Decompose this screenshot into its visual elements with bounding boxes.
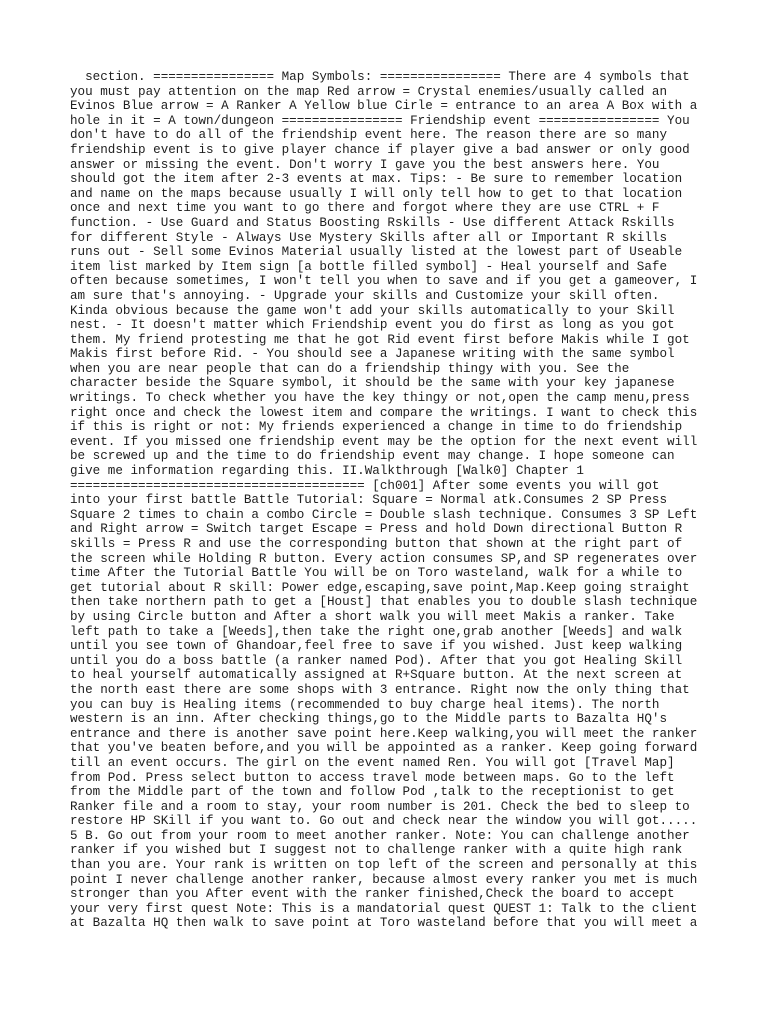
text-line: should got the item after 2-3 events at max. Tips: - Be sure to remember location (70, 172, 683, 187)
document-page (70, 70, 700, 931)
text-line: and name on the maps because usually I will only tell how to get to that location (70, 186, 683, 201)
text-line: until you see town of Ghandoar,feel free to save if you wished. Just keep walking (70, 639, 683, 654)
text-line: the north east there are some shops with 3 entrance. Right now the only thing that (70, 682, 690, 697)
text-line: than you are. Your rank is written on top left of the screen and personally at this (70, 858, 698, 873)
text-line: hole in it = A town/dungeon ================ Friendship event ================ You (70, 113, 690, 128)
text-line: by using Circle button and After a short walk you will meet Makis a ranker. Take (70, 609, 675, 624)
text-line: function. - Use Guard and Status Boosting Rskills - Use different Attack Rskills (70, 215, 675, 230)
text-line: answer or missing the event. Don't worry I gave you the best answers here. You (70, 157, 660, 172)
text-line: for different Style - Always Use Mystery Skills after all or Important R skills (70, 230, 668, 245)
text-line: until you do a boss battle (a ranker named Pod). After that you got Healing Skill (70, 653, 683, 668)
text-line: till an event occurs. The girl on the event named Ren. You will got [Travel Map] (70, 755, 675, 770)
text-line: event. If you missed one friendship event may be the option for the next event will (70, 434, 698, 449)
text-line: entrance and there is another save point here.Keep walking,you will meet the ranker (70, 726, 698, 741)
text-line: restore HP SKill if you want to. Go out and check near the window you will got..... (70, 814, 698, 829)
text-line: ======================================= [ch001] After some events you will got (70, 478, 660, 493)
text-line: from Pod. Press select button to access travel mode between maps. Go to the left (70, 770, 675, 785)
text-line: that you've beaten before,and you will be appointed as a ranker. Keep going forward (70, 741, 698, 756)
text-line: am sure that's annoying. - Upgrade your skills and Customize your skill often. (70, 288, 660, 303)
text-line: ranker if you wished but I suggest not to challenge ranker with a quite high rank (70, 843, 683, 858)
text-line: you can buy is Healing items (recommended to buy charge heal items). The north (70, 697, 660, 712)
text-line: once and next time you want to go there and forgot where they are use CTRL + F (70, 201, 660, 216)
text-line: from the Middle part of the town and follow Pod ,talk to the receptionist to get (70, 785, 675, 800)
text-line: often because sometimes, I won't tell you when to save and if you get a gameover, I (70, 274, 698, 289)
text-line: Evinos Blue arrow = A Ranker A Yellow blue Cirle = entrance to an area A Box with a (70, 99, 698, 114)
text-line: nest. - It doesn't matter which Friendship event you do first as long as you got (70, 318, 675, 333)
text-line: into your first battle Battle Tutorial: Square = Normal atk.Consumes 2 SP Press (70, 493, 668, 508)
text-line: friendship event is to give player chance if player give a bad answer or only good (70, 142, 690, 157)
text-line: Ranker file and a room to stay, your room number is 201. Check the bed to sleep to (70, 799, 690, 814)
text-line: your very first quest Note: This is a mandatorial quest QUEST 1: Talk to the client (70, 901, 698, 916)
text-line: at Bazalta HQ then walk to save point at Toro wasteland before that you will meet a (70, 916, 698, 931)
text-line: western is an inn. After checking things,go to the Middle parts to Bazalta HQ's (70, 712, 668, 727)
text-line: writings. To check whether you have the key thingy or not,open the camp menu,press (70, 391, 690, 406)
text-line: don't have to do all of the friendship event here. The reason there are so many (70, 128, 668, 143)
text-line: right once and check the lowest item and compare the writings. I want to check this (70, 405, 698, 420)
text-line: stronger than you After event with the ranker finished,Check the board to accept (70, 887, 675, 902)
text-line: Makis first before Rid. - You should see a Japanese writing with the same symbol (70, 347, 675, 362)
walkthrough-text-body (70, 70, 700, 931)
text-line: character beside the Square symbol, it should be the same with your key japanese (70, 376, 675, 391)
text-line: Square 2 times to chain a combo Circle = Double slash technique. Consumes 3 SP Left (70, 507, 698, 522)
text-line: when you are near people that can do a friendship thingy with you. See the (70, 361, 630, 376)
text-line: the screen while Holding R button. Every action consumes SP,and SP regenerates over (70, 551, 698, 566)
text-line: skills = Press R and use the corresponding button that shown at the right part of (70, 537, 683, 551)
text-line: runs out - Sell some Evinos Material usually listed at the lowest part of Useable (70, 245, 683, 260)
text-line: and Right arrow = Switch target Escape = Press and hold Down directional Button R (70, 522, 683, 537)
text-line: be screwed up and the time to do friendship event may change. I hope someone can (70, 449, 675, 464)
text-line: give me information regarding this. II.Walkthrough [Walk0] Chapter 1 (70, 464, 584, 479)
text-line: 5 B. Go out from your room to meet another ranker. Note: You can challenge another (70, 828, 690, 843)
text-line: left path to take a [Weeds],then take the right one,grab another [Weeds] and walk (70, 624, 683, 639)
text-line: section. ================ Map Symbols: ================ There are 4 symbols that (70, 70, 690, 84)
text-line: to heal yourself automatically assigned at R+Square button. At the next screen at (70, 668, 683, 683)
text-line: if this is right or not: My friends experienced a change in time to do friendship (70, 420, 683, 435)
text-line: Kinda obvious because the game won't add your skills automatically to your Skill (70, 303, 675, 318)
text-line: them. My friend protesting me that he got Rid event first before Makis while I got (70, 332, 690, 347)
text-line: time After the Tutorial Battle You will be on Toro wasteland, walk for a while to (70, 566, 683, 581)
text-line: then take northern path to get a [Houst] that enables you to double slash technique (70, 595, 698, 610)
text-line: item list marked by Item sign [a bottle filled symbol] - Heal yourself and Safe (70, 259, 668, 274)
text-line: point I never challenge another ranker, because almost every ranker you met is much (70, 872, 698, 887)
text-line: get tutorial about R skill: Power edge,escaping,save point,Map.Keep going straight (70, 580, 690, 595)
text-line: you must pay attention on the map Red arrow = Crystal enemies/usually called an (70, 84, 668, 99)
